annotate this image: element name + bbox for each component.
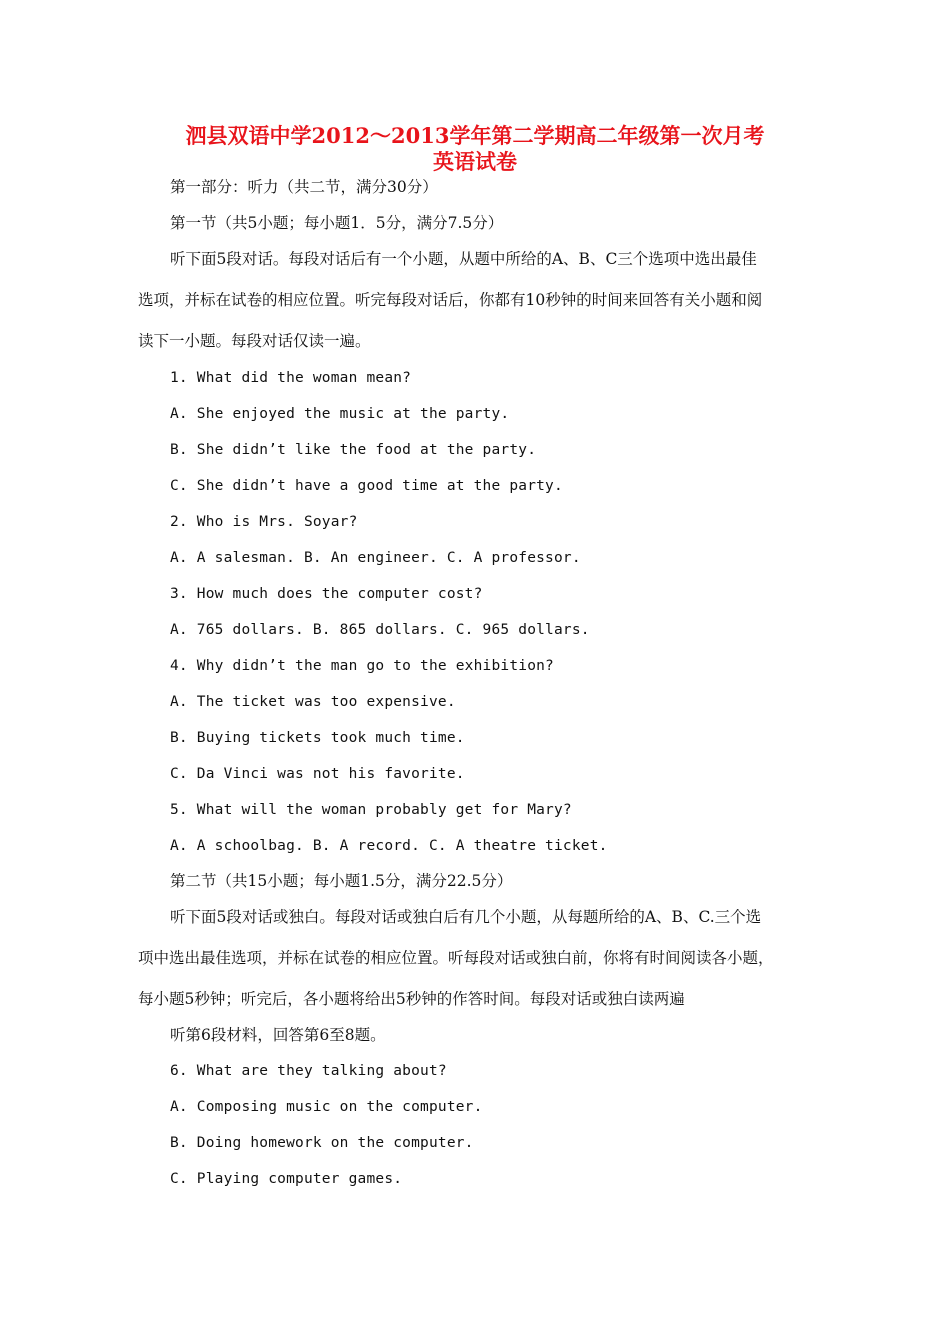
option-4c: C. Da Vinci was not his favorite. [170,766,465,782]
options-3: A. 765 dollars. B. 865 dollars. C. 965 dollars. [170,622,590,638]
option-4a: A. The ticket was too expensive. [170,694,456,710]
page-title: 泗县双语中学2012～2013学年第二学期高二年级第一次月考 [185,123,765,148]
part1-heading: 第一部分：听力（共二节，满分30分） [170,178,438,196]
section2-instruction-line: 每小题5秒钟；听完后，各小题将给出5秒钟的作答时间。每段对话或独白读两遍 [138,990,685,1008]
question-2: 2. Who is Mrs. Soyar? [170,514,358,530]
question-3: 3. How much does the computer cost? [170,586,483,602]
option-1c: C. She didn’t have a good time at the party. [170,478,563,494]
question-4: 4. Why didn’t the man go to the exhibition? [170,658,554,674]
question-1: 1. What did the woman mean? [170,370,412,386]
instruction-line: 听下面5段对话。每段对话后有一个小题，从题中所给的A、B、C三个选项中选出最佳 [170,250,757,268]
option-6c: C. Playing computer games. [170,1171,403,1187]
material-6-heading: 听第6段材料，回答第6至8题。 [170,1026,386,1044]
page-subtitle: 英语试卷 [433,149,517,174]
option-4b: B. Buying tickets took much time. [170,730,465,746]
instruction-line: 选项，并标在试卷的相应位置。听完每段对话后，你都有10秒钟的时间来回答有关小题和阅 [138,291,763,309]
question-5: 5. What will the woman probably get for Mary? [170,802,572,818]
section1-heading: 第一节（共5小题；每小题1．5分，满分7.5分） [170,214,504,232]
instruction-line: 读下一小题。每段对话仅读一遍。 [138,332,371,350]
section2-heading: 第二节（共15小题；每小题1.5分，满分22.5分） [170,872,513,890]
option-6b: B. Doing homework on the computer. [170,1135,474,1151]
option-1a: A. She enjoyed the music at the party. [170,406,510,422]
section2-instruction-line: 听下面5段对话或独白。每段对话或独白后有几个小题，从每题所给的A、B、C.三个选 [170,908,762,926]
options-2: A. A salesman. B. An engineer. C. A professor. [170,550,581,566]
option-1b: B. She didn’t like the food at the party. [170,442,537,458]
question-6: 6. What are they talking about? [170,1063,447,1079]
section2-instruction-line: 项中选出最佳选项，并标在试卷的相应位置。听每段对话或独白前，你将有时间阅读各小题， [138,949,774,967]
option-6a: A. Composing music on the computer. [170,1099,483,1115]
options-5: A. A schoolbag. B. A record. C. A theatre ticket. [170,838,608,854]
